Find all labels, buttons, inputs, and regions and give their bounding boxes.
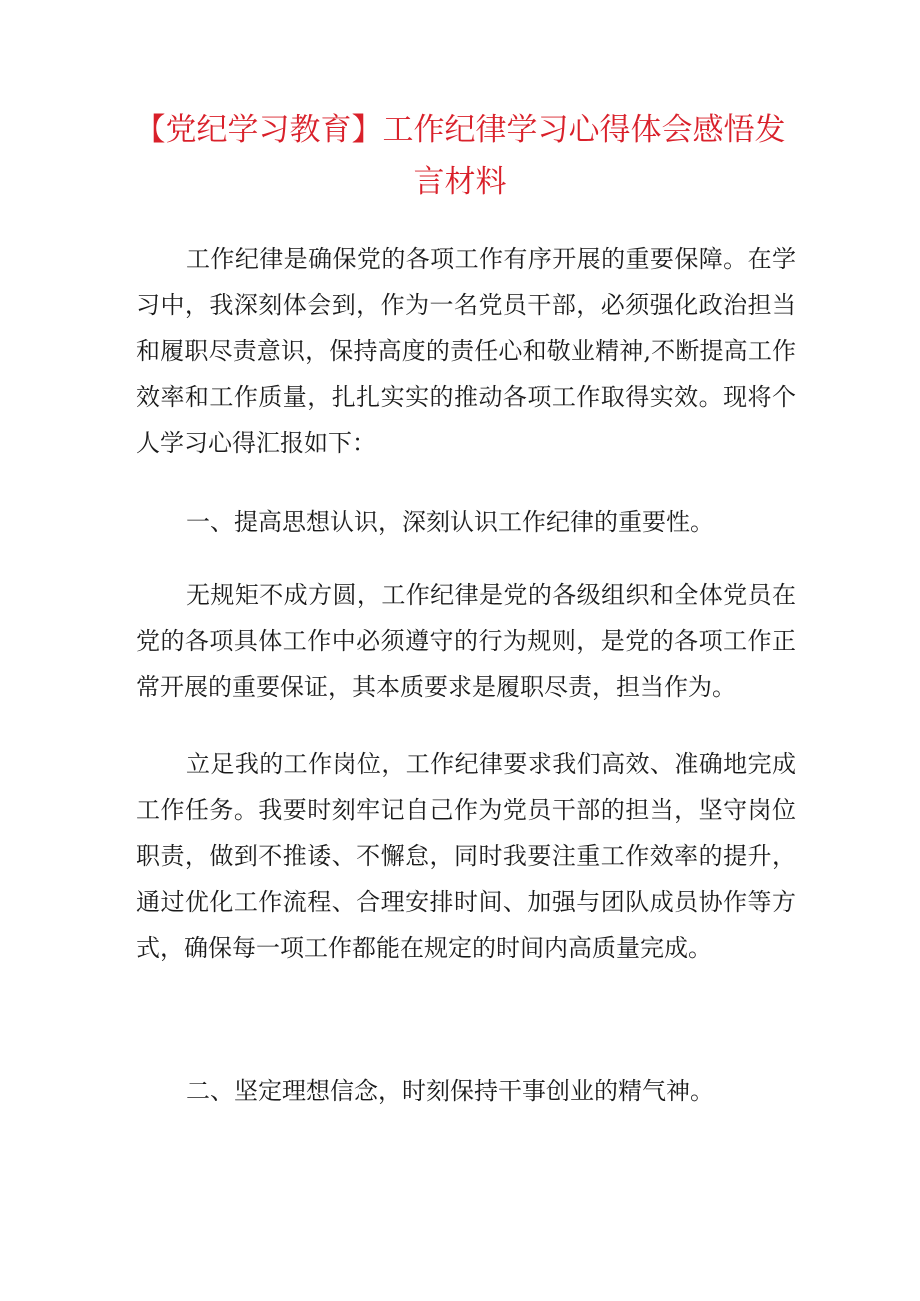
section-heading-1: 一、提高思想认识，深刻认识工作纪律的重要性。 [186,508,714,536]
paragraph-section-1-a: 无规矩不成方圆，工作纪律是党的各级组织和全体党员在党的各项具体工作中必须遵守的行为规则，是党的各项工作正常开展的重要保证，其本质要求是履职尽责，担当作为。 [136,581,796,701]
document-title: 【党纪学习教育】工作纪律学习心得体会感悟发言材料 [134,112,786,200]
paragraph-section-1-b: 立足我的工作岗位，工作纪律要求我们高效、准确地完成工作任务。我要时刻牢记自己作为党员干部的担当，坚守岗位职责，做到不推诿、不懈怠，同时我要注重工作效率的提升，通过优化工作流程、合理安排时间、加强与团队成员协作等方式，确保每一项工作都能在规定的时间内高质量完成。 [136,750,796,962]
section-heading-2: 二、坚定理想信念，时刻保持干事创业的精气神。 [186,1077,714,1105]
paragraph-intro: 工作纪律是确保党的各项工作有序开展的重要保障。在学习中，我深刻体会到，作为一名党员干部，必须强化政治担当和履职尽责意识，保持高度的责任心和敬业精神,不断提高工作效率和工作质量，扎扎实实的推动各项工作取得实效。现将个人学习心得汇报如下： [136,245,796,457]
